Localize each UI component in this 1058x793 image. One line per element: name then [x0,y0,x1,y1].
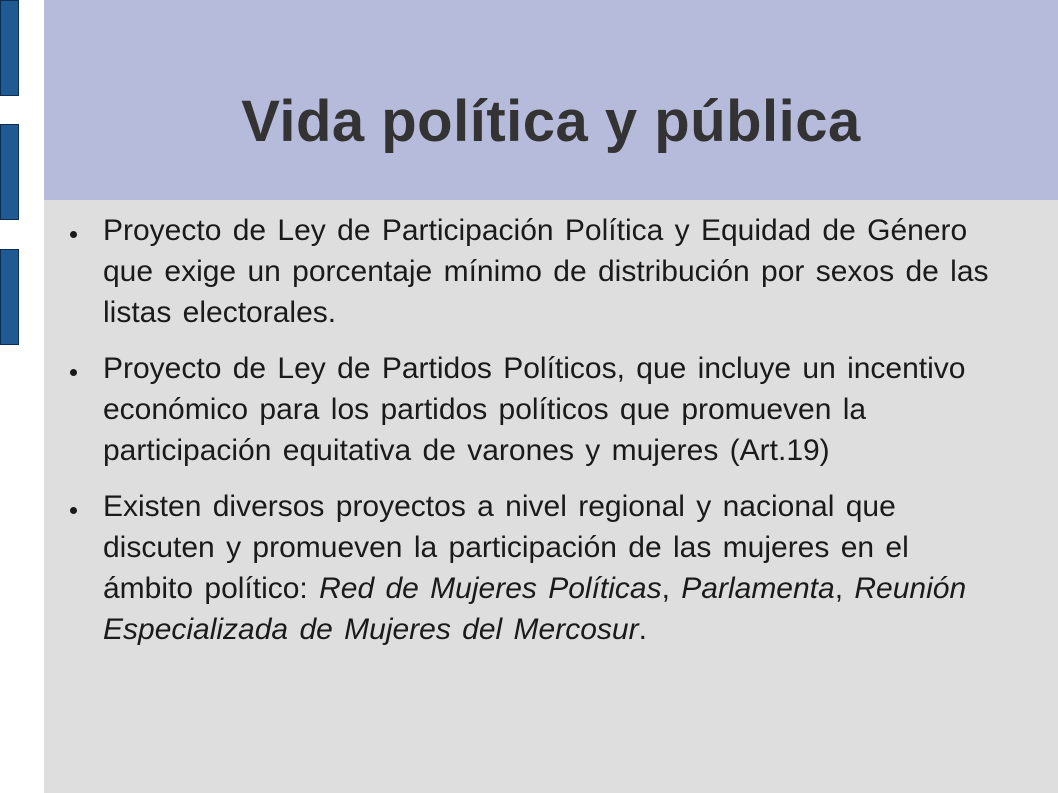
bullet-item-3 [70,486,990,650]
bullet-text-lead: Existen diversos proyectos a nivel regional y nacional que discuten y promueven la participación de las mujeres en el ámbito político: [103,490,909,605]
initiative-parlamenta: Parlamenta [681,572,835,605]
bullet-dot-icon [70,231,77,238]
initiative-reunion-mercosur: Reunión Especializada de Mujeres del Mercosur [103,572,967,646]
bullet-list [70,210,990,650]
slide-title: Vida política y pública [241,89,861,154]
bullet-text: Proyecto de Ley de Partidos Políticos, que incluye un incentivo económico para los partidos políticos que promueven la participación equitativa de varones y mujeres (Art.19) [103,352,966,467]
bullet-dot-icon [70,369,77,376]
initiative-red-mujeres-politicas: Red de Mujeres Políticas [319,572,662,605]
separator: , [661,572,682,605]
sentence-end: . [638,613,647,646]
bullet-dot-icon [70,507,77,514]
side-decoration-bar-2 [0,124,19,220]
side-decoration-bar-3 [0,249,19,345]
bullet-item-1 [70,210,990,333]
separator: , [834,572,855,605]
bullet-item-2 [70,348,990,471]
side-decoration-bar-1 [0,0,19,96]
bullet-text: Proyecto de Ley de Participación Política y Equidad de Género que exige un porcentaje mínimo de distribución por sexos de las listas electorales. [103,214,989,329]
